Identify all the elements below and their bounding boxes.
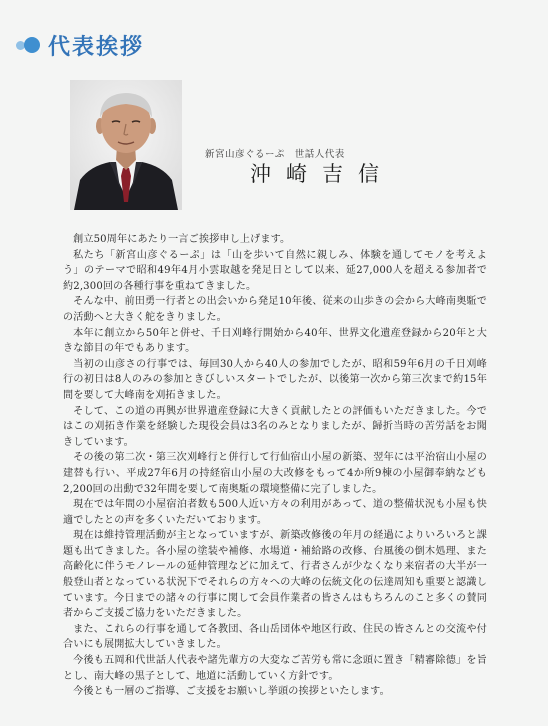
paragraph: 本年に創立から50年と併せ、千日刈峰行開始から40年、世界文化遺産登録から20年と大きな節目の年でもあります。 [63,327,487,355]
portrait-photo [70,80,182,210]
paragraph: 今後とも一層のご指導、ご支援をお願いし挙頭の挨拶といたします。 [73,686,390,698]
heading-title: 代表挨拶 [48,34,145,60]
paragraph: 当初の山彦さの行事では、毎回30人から40人の参加でしたが、昭和59年6月の千日刈峰行の初日は8人のみの参加ときびしいスタートでしたが、以後第一次から第三次まで約15年間を要して大峰南を刈拓きました。 [63,358,487,401]
paragraph: 創立50周年にあたり一言ご挨拶申し上げます。 [73,234,291,245]
author-name: 沖崎吉信 [250,162,394,186]
section-heading [16,30,144,60]
greeting-body [63,232,487,700]
author-affiliation: 新宮山彦ぐるーぷ 世話人代表 [205,149,345,160]
paragraph: 今後も五岡和代世話人代表や諸先輩方の大変なご苦労も常に念頭に置き「精審除德」を旨とし、南大峰の黒子として、地道に活動していく方針です。 [63,655,487,682]
blue-dot-bullet-icon [16,35,42,55]
paragraph: そして、この道の再興が世界遺産登録に大きく貢献したとの評価もいただきました。今ではこの刈拓き作業を経験した現役会員は3名のみとなりましたが、歸折当時の苦労話をお聞きしています。 [63,405,487,448]
paragraph: また、これらの行事を通して各教団、各山岳団体や地区行政、住民の皆さんとの交流や付合いにも展開拡大していきました。 [63,623,487,651]
paragraph: そんな中、前田勇一行者との出会いから発足10年後、従来の山歩きの会から大峰南奥駈での活動へと大きく舵をきりました。 [63,296,487,323]
paragraph: 現在は維持管理活動が主となっていますが、新築改修後の年月の経過によりいろいろと課題も出てきました。各小屋の塗装や補修、水場道・補給路の改修、台風後の倒木処理、また高齢化に伴うモノレールの延伸管理などに加えて、行者さんが少なくなり来宿者の大半が一般登山者となっている状況下でそれらの方々への大峰の伝統文化の伝達周知も重要と認識しています。今日までの諸々の行事に関して会員作業者の皆さんはもちろんのこと多くの賛同者からご支援ご協力をいただきました。 [63,530,487,620]
paragraph: 現在では年間の小屋宿泊者数も500人近い方々の利用があって、道の整備状況も小屋も快適でしたとの声を多くいただいております。 [63,499,487,526]
paragraph: その後の第二次・第三次刈峰行と併行して行仙宿山小屋の新築、翌年には平治宿山小屋の建替も行い、平成27年6月の持経宿山小屋の大改修をもって4か所9棟の小屋御奉納なども2,200回の出動で32年間を要して南奥駈の環境整備に完了しました。 [63,452,487,495]
paragraph: 私たち「新宮山彦ぐるーぷ」は「山を歩いて自然に親しみ、体験を通してモノを考えよう」のテーマで昭和49年4月小雲取越を発足日として以来、延27,000人を超える参加者で約2,300回の各種行事を重ねてきました。 [63,249,487,292]
